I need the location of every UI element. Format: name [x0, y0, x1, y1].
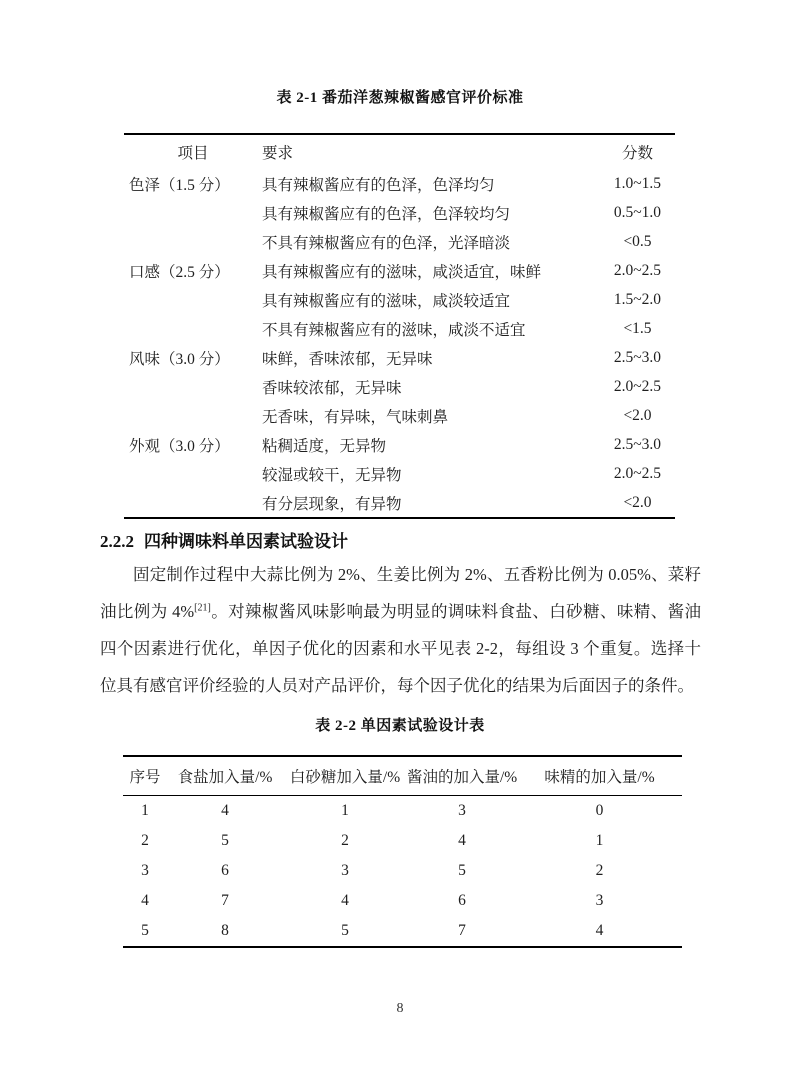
design-value-cell: 6 [458, 892, 466, 909]
criteria-score-cell: 1.5~2.0 [613, 290, 662, 308]
section-number: 2.2.2 [100, 532, 134, 551]
criteria-score-cell: <0.5 [623, 232, 652, 250]
column-header: 酱油的加入量/% [407, 756, 517, 796]
section-heading [100, 527, 720, 552]
table-row [124, 343, 675, 372]
criteria-requirement-cell: 味鲜，香味浓郁，无异味 [262, 350, 433, 368]
design-value-cell: 2 [341, 832, 349, 849]
paragraph-text-before-ref: 固定制作过程中大蒜比例为 2%、生姜比例为 2%、五香粉比例为 0.05%、菜籽油比例为 4% [100, 565, 701, 621]
table-row [124, 314, 675, 343]
design-value-cell: 5 [221, 832, 229, 849]
criteria-score-cell: <1.5 [623, 319, 652, 337]
column-header: 白砂糖加入量/% [283, 756, 407, 796]
design-value-cell: 3 [141, 862, 149, 879]
design-value-cell: 3 [458, 802, 466, 819]
criteria-score-cell: 2.0~2.5 [613, 464, 662, 482]
design-value-cell: 5 [141, 922, 149, 939]
criteria-score-cell: 0.5~1.0 [613, 203, 662, 221]
design-value-cell: 6 [221, 862, 229, 879]
design-value-cell: 1 [141, 802, 149, 819]
design-value-cell: 0 [595, 802, 604, 819]
column-header-requirement: 要求 [262, 145, 294, 162]
criteria-score-cell: <2.0 [623, 406, 652, 424]
design-value-cell: 1 [341, 802, 349, 819]
table-row [124, 285, 675, 314]
table-row [124, 227, 675, 256]
single-factor-design-table [123, 755, 682, 948]
table-header-row [123, 756, 682, 796]
design-value-cell: 7 [458, 922, 466, 939]
criteria-requirement-cell: 具有辣椒酱应有的滋味，咸淡较适宜 [262, 292, 511, 310]
criteria-item-cell [124, 488, 262, 518]
criteria-requirement-cell: 具有辣椒酱应有的滋味，咸淡适宜，味鲜 [262, 263, 542, 281]
criteria-item-cell [124, 372, 262, 401]
criteria-item-cell: 外观（3.0 分） [129, 437, 230, 455]
paragraph-text-after-ref: 。对辣椒酱风味影响最为明显的调味料食盐、白砂糖、味精、酱油四个因素进行优化，单因子优化的因素和水平见表 2-2，每组设 3 个重复。选择十位具有感官评价经验的人员对产品评价，每个因子优化的结果为后面因子的条件。 [100, 602, 702, 695]
design-value-cell: 5 [458, 862, 466, 879]
criteria-item-cell [124, 401, 262, 430]
table-row [123, 916, 682, 947]
design-value-cell: 1 [595, 832, 604, 849]
column-header: 食盐加入量/% [167, 756, 283, 796]
column-header: 序号 [123, 756, 167, 796]
criteria-requirement-cell: 具有辣椒酱应有的色泽，色泽均匀 [262, 176, 495, 194]
table2-caption: 表 2-2 单因素试验设计表 [315, 718, 485, 734]
criteria-item-cell: 口感（2.5 分） [129, 263, 230, 281]
criteria-requirement-cell: 具有辣椒酱应有的色泽，色泽较均匀 [262, 205, 511, 223]
table-row [124, 372, 675, 401]
table-row [124, 256, 675, 285]
design-value-cell: 7 [221, 892, 229, 909]
criteria-requirement-cell: 较湿或较干，无异物 [262, 466, 402, 484]
design-value-cell: 8 [221, 922, 229, 939]
criteria-score-cell: 2.5~3.0 [613, 348, 662, 366]
table-row [124, 169, 675, 198]
table-row [124, 401, 675, 430]
body-paragraph [100, 556, 701, 704]
criteria-score-cell: 1.0~1.5 [613, 174, 662, 192]
design-value-cell: 3 [595, 892, 604, 909]
criteria-requirement-cell: 香味较浓郁，无异味 [262, 379, 402, 397]
design-value-cell: 4 [141, 892, 149, 909]
table-row [123, 826, 682, 856]
criteria-item-cell [124, 459, 262, 488]
table-row [124, 198, 675, 227]
citation-ref: [21] [194, 602, 211, 614]
design-value-cell: 3 [341, 862, 349, 879]
criteria-requirement-cell: 不具有辣椒酱应有的色泽，光泽暗淡 [262, 234, 511, 252]
table-row [124, 488, 675, 518]
criteria-requirement-cell: 有分层现象，有异物 [262, 495, 402, 513]
criteria-item-cell [124, 227, 262, 256]
criteria-requirement-cell: 无香味，有异味，气味刺鼻 [262, 408, 449, 426]
criteria-score-cell: <2.0 [623, 493, 652, 511]
criteria-requirement-cell: 不具有辣椒酱应有的滋味，咸淡不适宜 [262, 321, 526, 339]
criteria-requirement-cell: 粘稠适度，无异物 [262, 437, 387, 455]
column-header-item: 项目 [177, 145, 209, 162]
criteria-score-cell: 2.0~2.5 [613, 261, 662, 279]
table1-caption: 表 2-1 番茄洋葱辣椒酱感官评价标准 [276, 90, 524, 106]
design-value-cell: 4 [595, 922, 604, 939]
criteria-item-cell [124, 314, 262, 343]
design-value-cell: 5 [341, 922, 349, 939]
criteria-item-cell: 色泽（1.5 分） [129, 176, 230, 194]
column-header-score: 分数 [621, 145, 653, 162]
design-value-cell: 2 [141, 832, 149, 849]
table-row [123, 796, 682, 827]
table-header-row [124, 134, 675, 169]
criteria-score-cell: 2.0~2.5 [613, 377, 662, 395]
design-value-cell: 4 [341, 892, 349, 909]
design-value-cell: 4 [221, 802, 229, 819]
design-value-cell: 4 [458, 832, 466, 849]
criteria-item-cell [124, 285, 262, 314]
table-row [123, 886, 682, 916]
page-number: 8 [396, 1001, 404, 1016]
section-title: 四种调味料单因素试验设计 [144, 532, 348, 551]
table-row [123, 856, 682, 886]
criteria-item-cell [124, 198, 262, 227]
criteria-score-cell: 2.5~3.0 [613, 435, 662, 453]
sensory-criteria-table [124, 133, 675, 519]
table-row [124, 459, 675, 488]
column-header: 味精的加入量/% [517, 756, 682, 796]
design-value-cell: 2 [595, 862, 604, 879]
criteria-item-cell: 风味（3.0 分） [129, 350, 230, 368]
table-row [124, 430, 675, 459]
